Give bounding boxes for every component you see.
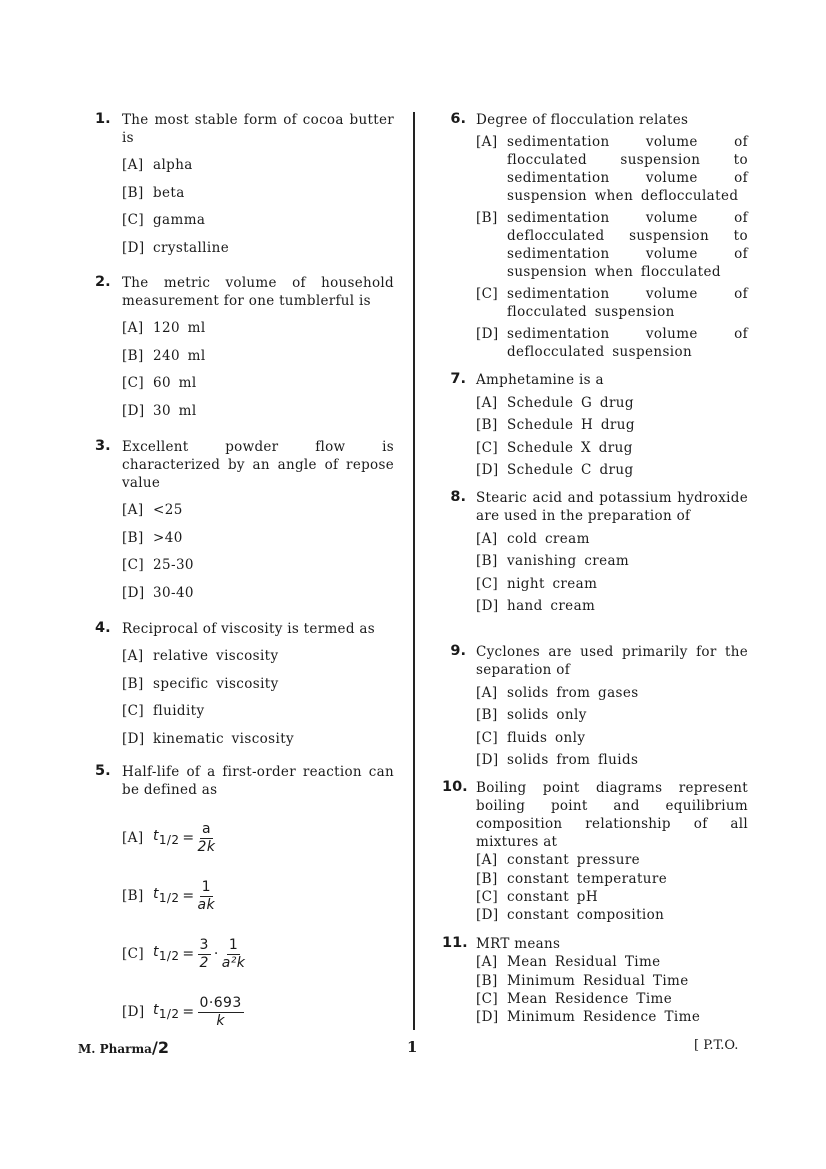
option-label: [A] — [476, 394, 498, 411]
question-number: 3. — [95, 438, 111, 454]
answer-option — [476, 530, 748, 548]
formula-subscript: 1/2 — [158, 1006, 180, 1021]
question — [448, 489, 748, 620]
option-label: [A] — [476, 954, 498, 971]
formula-lhs — [153, 827, 179, 849]
answer-option — [476, 394, 748, 412]
formula — [153, 879, 215, 914]
option-label: [C] — [122, 703, 145, 720]
question — [448, 371, 748, 484]
question — [95, 763, 394, 1031]
answer-option — [122, 529, 394, 547]
option-label: [A] — [122, 830, 144, 846]
answer-option — [122, 730, 394, 748]
option-text: <25 — [153, 502, 183, 519]
answer-option — [476, 325, 748, 361]
option-text: 30-40 — [153, 584, 194, 601]
option-text: fluidity — [153, 703, 205, 720]
formula-subscript: 1/2 — [158, 948, 180, 963]
question-stem: Amphetamine is a — [476, 372, 604, 388]
option-label: [C] — [122, 375, 145, 392]
option-text: Schedule H drug — [507, 417, 635, 433]
option-text: 120 ml — [153, 320, 206, 337]
numerator: a — [201, 820, 211, 837]
answer-option — [122, 319, 394, 337]
formula-option — [122, 819, 394, 857]
question-stem: Stearic acid and potassium hydroxide are used in the preparation of — [476, 490, 748, 524]
option-text: constant temperature — [507, 870, 668, 887]
fraction — [222, 937, 246, 972]
question — [442, 779, 748, 924]
formula-lhs — [153, 943, 179, 965]
option-label: [D] — [122, 239, 145, 256]
option-label: [D] — [122, 402, 145, 419]
answer-option — [122, 347, 394, 365]
option-label: [C] — [476, 575, 499, 592]
option-label: [B] — [476, 417, 498, 433]
question-stem: Boiling point diagrams represent boiling point and equilibrium composition relationship of all mixtures at — [476, 780, 748, 850]
option-label: [C] — [122, 212, 145, 229]
option-text: sedimentation volume of deflocculated suspension to sedimentation volume of suspension when flocculated — [507, 210, 748, 280]
answer-option — [476, 706, 748, 724]
formula-option — [122, 993, 394, 1031]
option-text: Schedule G drug — [507, 394, 634, 411]
question — [95, 438, 394, 611]
option-label: [C] — [476, 439, 499, 456]
footer-exam-code — [78, 1038, 169, 1057]
option-label: [C] — [122, 946, 145, 962]
question — [95, 274, 394, 429]
question-number: 6. — [450, 111, 466, 127]
option-text: 60 ml — [153, 375, 197, 392]
option-text: alpha — [153, 157, 193, 174]
formula — [153, 937, 245, 972]
option-label: [B] — [476, 707, 498, 723]
question — [448, 111, 748, 365]
formula-option — [122, 935, 394, 973]
option-text: 240 ml — [153, 347, 206, 364]
question-stem: Half-life of a first-order reaction can be defined as — [122, 764, 394, 798]
question-number: 9. — [450, 643, 466, 659]
option-text: Mean Residual Time — [507, 954, 661, 971]
option-text: Schedule C drug — [507, 462, 634, 478]
option-text: 25-30 — [153, 557, 194, 574]
answer-option — [122, 156, 394, 174]
option-label: [C] — [476, 990, 499, 1007]
question — [442, 935, 748, 1026]
answer-option — [476, 416, 748, 434]
option-text: specific viscosity — [153, 675, 279, 692]
option-text: fluids only — [507, 729, 586, 746]
option-text: gamma — [153, 212, 206, 229]
answer-option — [122, 402, 394, 420]
question-stem: The metric volume of household measurement for one tumblerful is — [122, 275, 394, 309]
answer-option — [122, 239, 394, 257]
question-stem: MRT means — [476, 936, 561, 952]
question-stem: The most stable form of cocoa butter is — [122, 112, 394, 146]
option-label: [A] — [476, 684, 498, 701]
option-label: [B] — [122, 888, 144, 904]
t-symbol: t — [153, 1002, 159, 1019]
option-text: Schedule X drug — [507, 439, 633, 456]
option-label: [A] — [122, 502, 144, 519]
question-number: 10. — [442, 779, 468, 795]
page-number: 1 — [407, 1038, 418, 1056]
column-divider — [413, 112, 415, 1030]
numerator: 0·693 — [199, 994, 242, 1011]
option-text: sedimentation volume of flocculated suspension — [507, 286, 748, 320]
answer-option — [476, 751, 748, 769]
option-text: solids only — [507, 707, 587, 723]
option-label: [A] — [476, 852, 498, 869]
fraction — [198, 879, 216, 914]
option-text: relative viscosity — [153, 648, 279, 665]
answer-option — [476, 285, 748, 321]
numerator: 1 — [201, 878, 211, 895]
option-text: constant composition — [507, 907, 665, 924]
formula — [153, 821, 215, 856]
question — [95, 111, 394, 266]
answer-option — [122, 184, 394, 202]
numerator: 3 — [199, 936, 209, 953]
option-label: [B] — [476, 553, 498, 569]
option-label: [D] — [476, 462, 499, 478]
answer-option — [122, 647, 394, 665]
denominator: 2k — [197, 838, 216, 855]
answer-option — [476, 552, 748, 570]
formula-lhs — [153, 1001, 179, 1023]
answer-option — [476, 209, 748, 281]
option-label: [A] — [122, 320, 144, 337]
option-label: [D] — [476, 598, 499, 614]
answer-option — [476, 133, 748, 205]
option-label: [A] — [122, 157, 144, 174]
question-number: 7. — [450, 371, 466, 387]
denominator: 2 — [199, 954, 209, 971]
answer-option — [476, 597, 748, 615]
option-label: [D] — [476, 1009, 499, 1026]
option-label: [D] — [476, 907, 499, 924]
answer-option — [476, 888, 748, 906]
footer-exam-name: M. Pharma — [78, 1042, 152, 1056]
option-label: [A] — [122, 648, 144, 665]
equals-sign: = — [182, 946, 195, 962]
option-text: Minimum Residence Time — [507, 1009, 701, 1026]
option-label: [B] — [122, 529, 144, 546]
formula — [153, 995, 244, 1030]
answer-option — [476, 972, 748, 990]
denominator: a²k — [221, 954, 246, 971]
answer-option — [122, 501, 394, 519]
answer-option — [476, 906, 748, 924]
equals-sign: = — [182, 830, 195, 846]
option-text: Mean Residence Time — [507, 990, 673, 1007]
question-number: 1. — [95, 111, 111, 127]
option-text: 30 ml — [153, 402, 197, 419]
t-symbol: t — [153, 944, 159, 961]
option-text: solids from gases — [507, 684, 639, 701]
answer-option — [476, 684, 748, 702]
answer-option — [122, 211, 394, 229]
option-text: crystalline — [153, 239, 230, 256]
option-label: [C] — [476, 729, 499, 746]
option-label: [D] — [122, 730, 145, 747]
formula-option — [122, 877, 394, 915]
answer-option — [476, 729, 748, 747]
denominator: ak — [197, 896, 216, 913]
pto-label: [ P.T.O. — [694, 1038, 739, 1053]
option-label: [D] — [122, 584, 145, 601]
equals-sign: = — [182, 888, 195, 904]
option-text: solids from fluids — [507, 752, 639, 768]
option-text: beta — [153, 184, 185, 201]
t-symbol: t — [153, 886, 159, 903]
formula-subscript: 1/2 — [158, 890, 180, 905]
numerator: 1 — [228, 936, 239, 953]
option-text: cold cream — [507, 530, 590, 547]
question-stem: Degree of flocculation relates — [476, 112, 689, 128]
option-label: [B] — [476, 210, 498, 226]
option-text: Minimum Residual Time — [507, 972, 689, 989]
option-text: constant pressure — [507, 852, 641, 869]
answer-option — [122, 702, 394, 720]
question-stem: Cyclones are used primarily for the separation of — [476, 644, 748, 678]
answer-option — [476, 870, 748, 888]
question-number: 8. — [450, 489, 466, 505]
question-number: 2. — [95, 274, 111, 290]
question-number: 11. — [442, 935, 468, 951]
footer-code: /2 — [151, 1038, 169, 1057]
answer-option — [122, 556, 394, 574]
option-text: sedimentation volume of deflocculated suspension — [507, 326, 748, 360]
question — [95, 620, 394, 757]
option-text: constant pH — [507, 888, 599, 905]
option-text: night cream — [507, 575, 598, 592]
answer-option — [476, 575, 748, 593]
t-symbol: t — [153, 828, 159, 845]
question-number: 5. — [95, 763, 111, 779]
denominator: k — [216, 1012, 225, 1029]
fraction — [198, 937, 211, 972]
answer-option — [122, 584, 394, 602]
question — [448, 643, 748, 774]
answer-option — [476, 990, 748, 1008]
option-label: [C] — [122, 557, 145, 574]
answer-option — [476, 953, 748, 971]
option-label: [D] — [122, 1004, 145, 1020]
equals-sign: = — [182, 1004, 195, 1020]
fraction — [198, 821, 216, 856]
answer-option — [476, 461, 748, 479]
option-label: [C] — [476, 888, 499, 905]
option-label: [B] — [122, 675, 144, 692]
answer-option — [476, 851, 748, 869]
option-text: sedimentation volume of flocculated suspension to sedimentation volume of suspension when deflocculated — [507, 134, 748, 204]
option-label: [A] — [476, 134, 498, 150]
option-text: >40 — [153, 529, 183, 546]
option-text: kinematic viscosity — [153, 730, 295, 747]
formula-lhs — [153, 885, 179, 907]
option-label: [D] — [476, 326, 499, 342]
fraction — [198, 995, 244, 1030]
answer-option — [122, 374, 394, 392]
option-label: [C] — [476, 286, 499, 302]
option-text: vanishing cream — [507, 553, 630, 569]
option-label: [B] — [122, 184, 144, 201]
option-label: [B] — [476, 870, 498, 887]
option-label: [B] — [476, 972, 498, 989]
question-stem: Excellent powder flow is characterized by an angle of repose value — [122, 439, 394, 491]
answer-option — [122, 675, 394, 693]
dot-operator: · — [213, 946, 219, 962]
answer-option — [476, 1008, 748, 1026]
option-label: [D] — [476, 752, 499, 768]
answer-option — [476, 439, 748, 457]
question-number: 4. — [95, 620, 111, 636]
option-label: [B] — [122, 347, 144, 364]
question-stem: Reciprocal of viscosity is termed as — [122, 621, 375, 637]
option-label: [A] — [476, 530, 498, 547]
option-text: hand cream — [507, 598, 596, 614]
formula-subscript: 1/2 — [158, 832, 180, 847]
